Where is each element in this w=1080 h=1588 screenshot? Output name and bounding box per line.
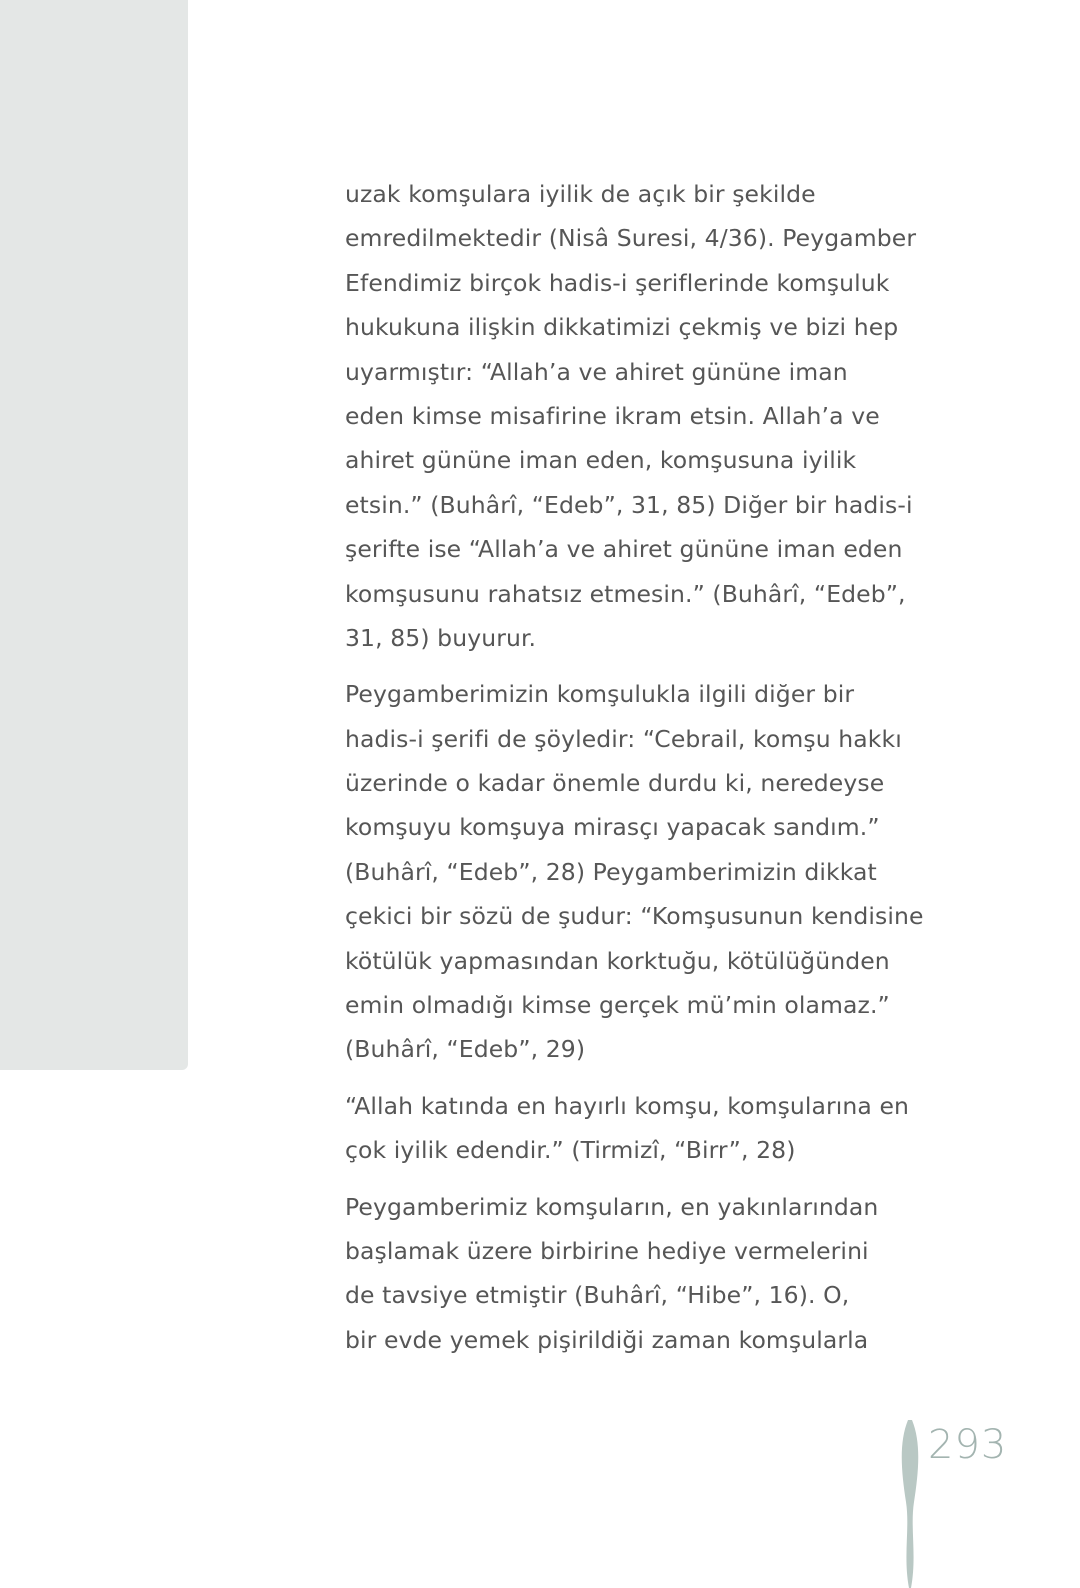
paragraph-3 <box>345 1084 910 1173</box>
text-line: 31, 85) buyurur. <box>345 623 537 652</box>
text-line: şerifte ise “Allah’a ve ahiret gününe iman eden <box>345 535 903 564</box>
text-line: emin olmadığı kimse gerçek mü’min olamaz.” <box>345 991 890 1020</box>
text-line: eden kimse misafirine ikram etsin. Allah’a ve <box>345 401 880 430</box>
text-line: uzak komşulara iyilik de açık bir şekilde <box>345 180 816 208</box>
text-line: (Buhârî, “Edeb”, 29) <box>345 1035 586 1064</box>
page-footer <box>895 1418 1055 1588</box>
text-line: emredilmektedir (Nisâ Suresi, 4/36). Peygamber <box>345 224 917 253</box>
text-line: başlamak üzere birbirine hediye vermelerini <box>345 1236 869 1265</box>
page-number: 293 <box>928 1422 1008 1468</box>
text-line: (Buhârî, “Edeb”, 28) Peygamberimizin dikkat <box>345 857 877 886</box>
text-line: çekici bir sözü de şudur: “Komşusunun kendisine <box>345 902 924 931</box>
text-line: hadis-i şerifi de şöyledir: “Cebrail, komşu hakkı <box>345 724 902 753</box>
decorative-ornament-icon <box>895 1418 925 1588</box>
text-line: Peygamberimiz komşuların, en yakınlarından <box>345 1192 879 1221</box>
paragraph-4 <box>345 1185 905 1363</box>
text-line: çok iyilik edendir.” (Tirmizî, “Birr”, 28) <box>345 1136 796 1165</box>
text-line: komşuyu komşuya mirasçı yapacak sandım.” <box>345 813 880 842</box>
body-text <box>345 172 924 1374</box>
text-line: komşusunu rahatsız etmesin.” (Buhârî, “Edeb”, <box>345 579 906 608</box>
text-line: Peygamberimizin komşulukla ilgili diğer bir <box>345 680 855 709</box>
text-line: hukukuna ilişkin dikkatimizi çekmiş ve bizi hep <box>345 313 899 342</box>
text-line: Efendimiz birçok hadis-i şeriflerinde komşuluk <box>345 268 890 297</box>
paragraph-1 <box>345 172 917 660</box>
side-panel <box>0 0 188 1070</box>
text-line: de tavsiye etmiştir (Buhârî, “Hibe”, 16). O, <box>345 1281 850 1310</box>
text-line: etsin.” (Buhârî, “Edeb”, 31, 85) Diğer bir hadis-i <box>345 490 913 519</box>
text-line: bir evde yemek pişirildiği zaman komşularla <box>345 1325 869 1354</box>
text-line: “Allah katında en hayırlı komşu, komşularına en <box>345 1091 910 1120</box>
text-line: uyarmıştır: “Allah’a ve ahiret gününe iman <box>345 357 848 386</box>
text-line: üzerinde o kadar önemle durdu ki, neredeyse <box>345 769 885 798</box>
paragraph-2 <box>345 672 924 1072</box>
text-line: ahiret gününe iman eden, komşusuna iyilik <box>345 446 857 475</box>
text-line: kötülük yapmasından korktuğu, kötülüğünden <box>345 946 890 975</box>
